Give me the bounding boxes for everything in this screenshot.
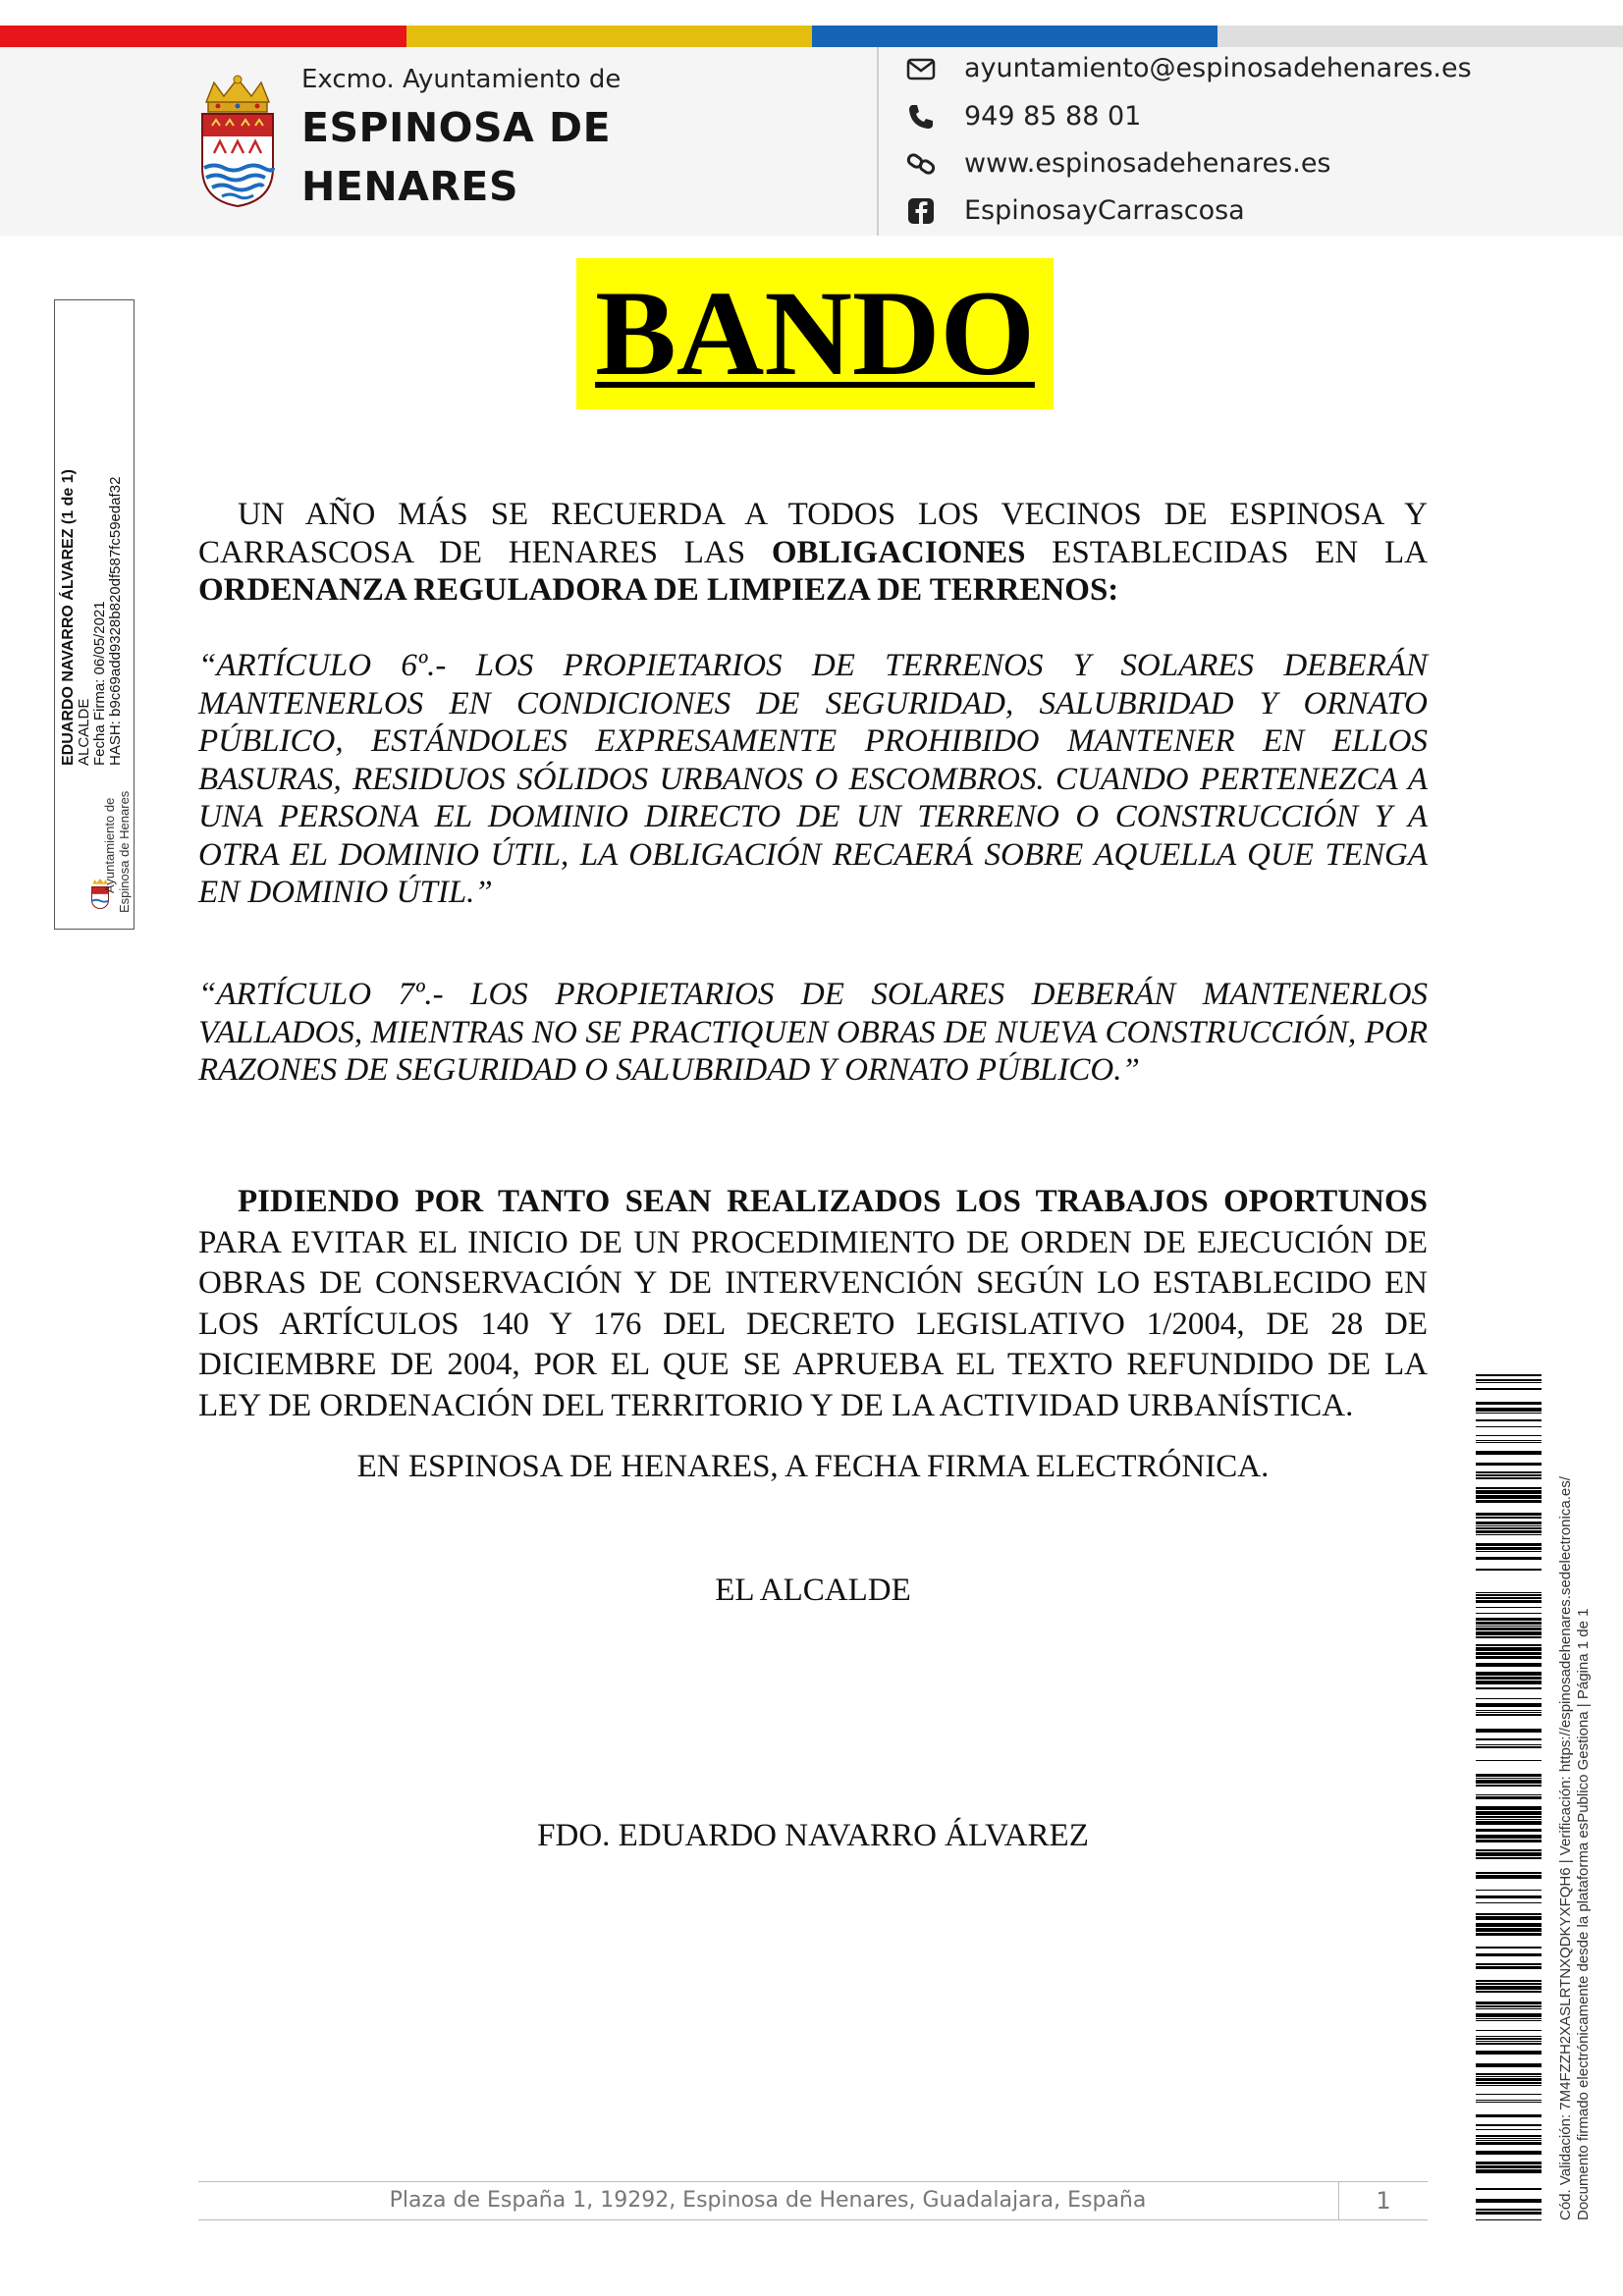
org-name-line2: HENARES <box>301 163 518 210</box>
org-prefix: Excmo. Ayuntamiento de <box>301 65 622 94</box>
signer-role: EL ALCALDE <box>715 1573 911 1608</box>
header-divider <box>877 47 879 236</box>
signed-by: FDO. EDUARDO NAVARRO ÁLVAREZ <box>537 1818 1089 1853</box>
color-bar-grey <box>1217 26 1623 47</box>
contact-web-text[interactable]: www.espinosadehenares.es <box>964 148 1331 179</box>
contact-phone-text[interactable]: 949 85 88 01 <box>964 101 1142 132</box>
stamp-org-line2: Espinosa de Henares <box>117 790 132 913</box>
document-title-text: BANDO <box>595 266 1035 400</box>
intro-bold-2: ORDENANZA REGULADORA DE LIMPIEZA DE TERRENOS: <box>198 572 1119 608</box>
contact-facebook-text[interactable]: EspinosayCarrascosa <box>964 195 1245 226</box>
validation-text <box>1557 1374 1593 2220</box>
intro-text-1: UN AÑO MÁS SE RECUERDA A TODOS LOS VECINOS DE ESPINOSA Y CARRASCOSA DE HENARES LAS <box>198 497 1428 570</box>
page-footer <box>198 2181 1428 2220</box>
contact-phone <box>905 97 1142 136</box>
request-bold: PIDIENDO POR TANTO SEAN REALIZADOS LOS TRABAJOS OPORTUNOS <box>238 1184 1428 1219</box>
validation-barcode <box>1476 1374 1542 2220</box>
contact-web <box>905 144 1331 184</box>
facebook-icon <box>905 195 937 227</box>
article-7-paragraph: “ARTÍCULO 7º.- LOS PROPIETARIOS DE SOLARES DEBERÁN MANTENERLOS VALLADOS, MIENTRAS NO SE PRACTIQUEN OBRAS DE NUEVA CONSTRUCCIÓN, POR RAZONES DE SEGURIDAD O SALUBRIDAD Y ORNATO PÚBLICO.” <box>198 977 1428 1088</box>
footer-address: Plaza de España 1, 19292, Espinosa de Henares, Guadalajara, España <box>389 2188 1147 2213</box>
intro-paragraph <box>198 496 1428 610</box>
color-bar-blue <box>812 26 1217 47</box>
stamp-org-line1: Ayuntamiento de <box>102 797 117 893</box>
page-number: 1 <box>1338 2182 1428 2219</box>
place-date: EN ESPINOSA DE HENARES, A FECHA FIRMA ELECTRÓNICA. <box>356 1449 1270 1484</box>
color-bar-yellow <box>406 26 812 47</box>
color-bar-red <box>0 26 406 47</box>
contact-email <box>905 49 1472 88</box>
intro-text-2: ESTABLECIDAS EN LA <box>1025 534 1428 570</box>
stamp-crest-logo <box>90 878 110 909</box>
org-name <box>301 98 611 216</box>
stamp-hash: HASH: b9c69add9328b820df587fc59edaf32 <box>107 476 124 766</box>
request-text: PARA EVITAR EL INICIO DE UN PROCEDIMIENTO DE ORDEN DE EJECUCIÓN DE OBRAS DE CONSERVACIÓN Y DE INTERVENCIÓN SEGÚN LO ESTABLECIDO EN LOS ARTÍCULOS 140 Y 176 DEL DECRETO LEGISLATIVO 1/2004, DE 28 DE DICIEMBRE DE 2004, POR EL QUE SE APRUEBA EL TEXTO REFUNDIDO DE LA LEY DE ORDENACIÓN DEL TERRITORIO Y DE LA ACTIVIDAD URBANÍSTICA. <box>198 1224 1428 1423</box>
stamp-signer: EDUARDO NAVARRO ÁLVAREZ (1 de 1) <box>60 469 77 766</box>
stamp-role: ALCALDE <box>76 698 92 766</box>
envelope-icon <box>905 53 937 84</box>
coat-of-arms-logo <box>196 75 279 207</box>
contact-email-text[interactable]: ayuntamiento@espinosadehenares.es <box>964 53 1472 83</box>
stamp-date: Fecha Firma: 06/05/2021 <box>91 601 108 766</box>
contact-facebook <box>905 191 1245 231</box>
article-6-paragraph: “ARTÍCULO 6º.- LOS PROPIETARIOS DE TERRENOS Y SOLARES DEBERÁN MANTENERLOS EN CONDICIONES DE SEGURIDAD, SALUBRIDAD Y ORNATO PÚBLICO, ESTÁNDOLES EXPRESAMENTE PROHIBIDO MANTENER EN ELLOS BASURAS, RESIDUOS SÓLIDOS URBANOS O ESCOMBROS. CUANDO PERTENEZCA A UNA PERSONA EL DOMINIO DIRECTO DE UN TERRENO O CONSTRUCCIÓN Y A OTRA EL DOMINIO ÚTIL, LA OBLIGACIÓN RECAERÁ SOBRE AQUELLA QUE TENGA EN DOMINIO ÚTIL.” <box>198 648 1428 910</box>
request-paragraph <box>198 1182 1428 1426</box>
validation-line2: Documento firmado electrónicamente desde la plataforma esPublico Gestiona | Página 1 de 1 <box>1575 1608 1592 2220</box>
validation-line1: Cód. Validación: 7M4FZZH2XASLRTNXQDKYXFQH6 | Verificación: https://espinosadehenares.sedelectronica.es/ <box>1557 1476 1574 2220</box>
org-name-line1: ESPINOSA DE <box>301 104 612 151</box>
phone-icon <box>905 101 937 133</box>
signature-stamp <box>54 299 135 930</box>
intro-bold-1: OBLIGACIONES <box>771 534 1026 570</box>
document-title <box>576 258 1054 409</box>
link-icon <box>905 148 937 180</box>
